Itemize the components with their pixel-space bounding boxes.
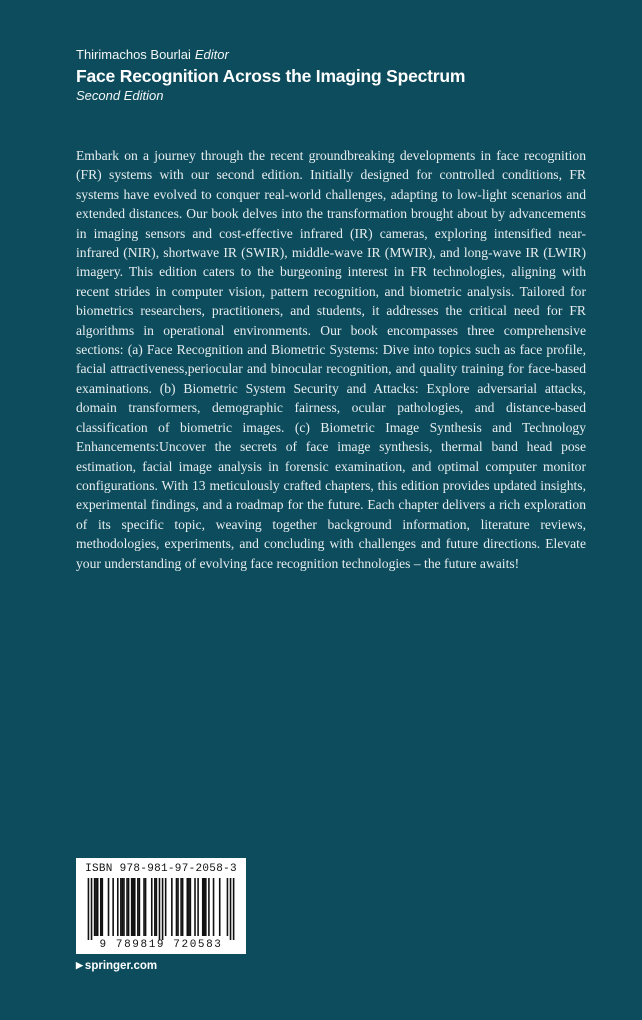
editor-name: Thirimachos Bourlai — [76, 47, 191, 62]
back-cover-blurb: Embark on a journey through the recent groundbreaking developments in face recognition (FR) systems with our second edition. Initially designed for controlled conditions, FR systems have evolved to conquer real-world challenges, adapting to low-light scenarios and extended distances. Our book delves into the transformation brought about by advancements in imaging sensors and cost-effective infrared (IR) cameras, exploring intensified near-infrared (NIR), shortwave IR (SWIR), middle-wave IR (MWIR), and long-wave IR (LWIR) imagery. This edition caters to the burgeoning interest in FR technologies, aligning with recent strides in computer vision, pattern recognition, and biometric analysis. Tailored for biometrics researchers, practitioners, and students, it addresses the critical need for FR algorithms in operational environments. Our book encompasses three comprehensive sections: (a) Face Recognition and Biometric Systems: Dive into topics such as face profile, facial attractiveness,periocular and binocular recognition, and quality training for face-based examinations. (b) Biometric System Security and Attacks: Explore adversarial attacks, domain transformers, demographic fairness, ocular pathologies, and distance-based classification of biometric images. (c) Biometric Image Synthesis and Technology Enhancements:Uncover the secrets of face image synthesis, thermal band head pose estimation, facial image analysis in forensic examination, and optimal computer monitor configurations. With 13 meticulously crafted chapters, this edition provides updated insights, experimental findings, and a roadmap for the future. Each chapter delivers a rich exploration of its specific topic, weaving together background information, literature reviews, methodologies, experiments, and concluding with challenges and future directions. Elevate your understanding of evolving face recognition technologies – the future awaits! — [76, 148, 586, 571]
barcode-bar — [134, 878, 136, 936]
barcode-bar — [123, 878, 125, 936]
barcode-bar — [197, 878, 199, 936]
isbn-label: ISBN 978-981-97-2058-3 — [85, 863, 237, 875]
barcode-bar — [165, 878, 167, 936]
barcode-bar — [156, 878, 158, 936]
barcode-bar — [188, 878, 190, 936]
barcode-bar — [112, 878, 114, 936]
barcode-bar — [233, 878, 235, 940]
barcode-bar — [227, 878, 229, 936]
arrow-right-icon: ▶ — [76, 960, 83, 970]
barcode-bar — [102, 878, 104, 936]
barcode-bar — [120, 878, 122, 936]
barcode-bar — [137, 878, 139, 936]
barcode-bar — [176, 878, 178, 936]
barcode-bar — [154, 878, 156, 936]
barcode-bar — [205, 878, 207, 936]
barcode-bar — [213, 878, 215, 936]
cover-header — [76, 46, 596, 104]
barcode-bar — [186, 878, 188, 936]
barcode-bar — [145, 878, 147, 936]
publisher-link[interactable] — [76, 958, 157, 974]
barcode-bar — [117, 878, 119, 936]
barcode-bar — [128, 878, 130, 936]
barcode-bar — [202, 878, 204, 936]
barcode-bar — [159, 878, 161, 940]
barcode-bar — [97, 878, 99, 936]
barcode-digits: 9 789819 720583 — [99, 939, 223, 951]
barcode-bar — [132, 878, 134, 936]
barcode-bar — [182, 878, 184, 936]
barcode-bar — [230, 878, 232, 940]
isbn-barcode-box — [76, 858, 246, 954]
barcode-bar — [126, 878, 128, 936]
editor-role: Editor — [194, 47, 229, 62]
barcode-bar — [190, 878, 192, 936]
barcode-bar — [131, 878, 133, 936]
barcode-bar — [177, 878, 179, 936]
edition-label: Second Edition — [76, 88, 164, 103]
barcode-bar — [171, 878, 173, 936]
barcode-bar — [203, 878, 205, 936]
barcode-bar — [100, 878, 102, 936]
barcode-bar — [95, 878, 97, 936]
barcode-bar — [88, 878, 90, 940]
barcode-bar — [122, 878, 124, 936]
barcode-bar — [143, 878, 145, 936]
book-title: Face Recognition Across the Imaging Spectrum — [76, 66, 466, 86]
barcode-image — [83, 878, 239, 940]
barcode-bar — [151, 878, 153, 936]
barcode-bar — [91, 878, 93, 940]
barcode-bar — [139, 878, 141, 936]
barcode-bar — [162, 878, 164, 940]
barcode-bar — [208, 878, 210, 936]
publisher-url: springer.com — [84, 960, 158, 972]
barcode-bar — [108, 878, 110, 936]
barcode-bar — [219, 878, 221, 936]
barcode-bar — [194, 878, 196, 936]
barcode-bar — [94, 878, 96, 936]
editor-line — [76, 46, 596, 64]
barcode-bar — [180, 878, 182, 936]
